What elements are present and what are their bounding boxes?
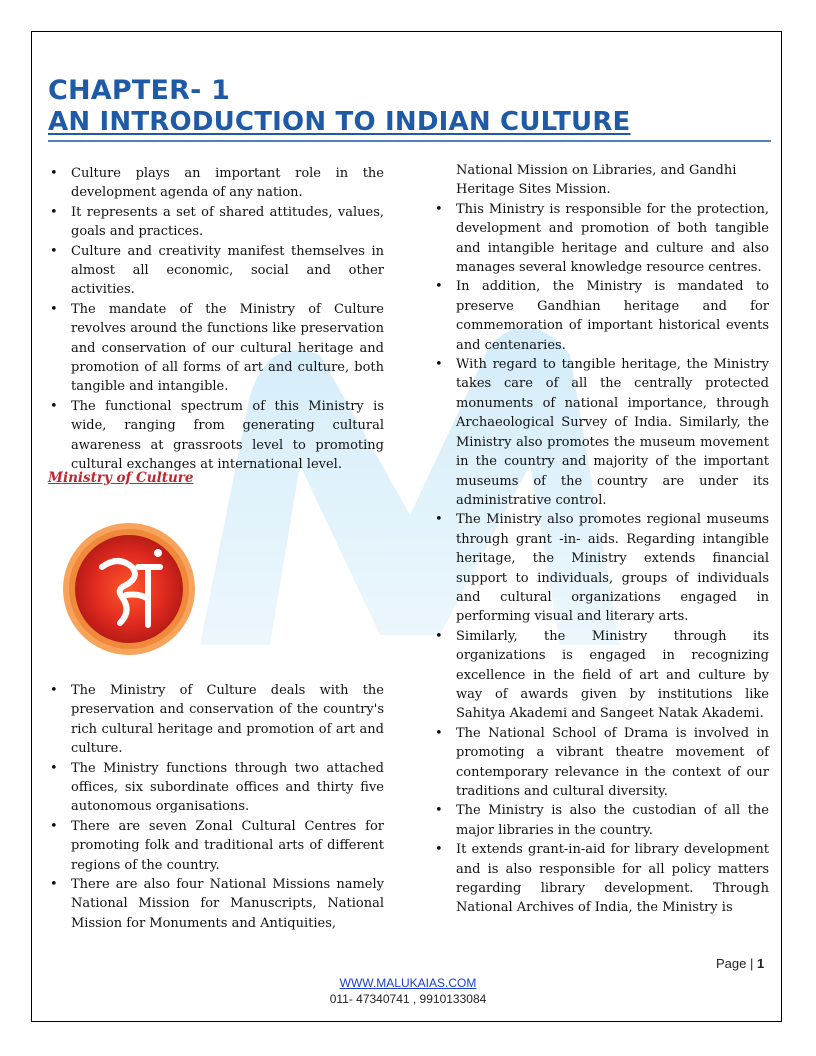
list-item: • It extends grant-in-aid for library development and is also responsible for all policy matters regarding library development. Through National Archives of India, the Ministry is bbox=[433, 840, 769, 918]
ministry-of-culture-logo bbox=[60, 515, 198, 663]
list-item: • There are seven Zonal Cultural Centres for promoting folk and traditional arts of different regions of the country. bbox=[48, 817, 384, 875]
left-column-top bbox=[48, 164, 384, 475]
list-item: • The Ministry is also the custodian of all the major libraries in the country. bbox=[433, 801, 769, 840]
page-label: Page bbox=[716, 956, 747, 971]
page-footer bbox=[0, 975, 816, 1007]
list-item: • This Ministry is responsible for the protection, development and promotion of both tangible and intangible heritage and culture and also manages several knowledge resource centres. bbox=[433, 200, 769, 278]
list-item: • In addition, the Ministry is mandated to preserve Gandhian heritage and for commemoration of important historical events and centenaries. bbox=[433, 277, 769, 355]
list-item: • The mandate of the Ministry of Culture revolves around the functions like preservation and conservation of our cultural heritage and promotion of all forms of art and culture, both tangible and intangible. bbox=[48, 300, 384, 397]
list-item: • It represents a set of shared attitudes, values, goals and practices. bbox=[48, 203, 384, 242]
list-item: • The Ministry functions through two attached offices, six subordinate offices and thirty five autonomous organisations. bbox=[48, 759, 384, 817]
phone-numbers: 011- 47340741 , 9910133084 bbox=[329, 992, 487, 1006]
left-column-bottom bbox=[48, 681, 384, 933]
chapter-title: AN INTRODUCTION TO INDIAN CULTURE bbox=[48, 107, 631, 137]
page-number bbox=[716, 956, 764, 971]
list-item: • There are also four National Missions namely National Mission for Manuscripts, National Mission for Monuments and Antiquities, bbox=[48, 875, 384, 933]
list-item: • With regard to tangible heritage, the Ministry takes care of all the centrally protected monuments of national importance, through Archaeological Survey of India. Similarly, the Ministry also promotes the museum movement in the country and majority of the important museums of the country are under its administrative control. bbox=[433, 355, 769, 510]
title-rule bbox=[48, 140, 771, 142]
list-item: • Culture plays an important role in the development agenda of any nation. bbox=[48, 164, 384, 203]
page-number-value: 1 bbox=[757, 956, 765, 971]
list-item: • The Ministry of Culture deals with the preservation and conservation of the country's rich cultural heritage and promotion of art and culture. bbox=[48, 681, 384, 759]
list-item: • The Ministry also promotes regional museums through grant -in- aids. Regarding intangible heritage, the Ministry extends financial support to individuals, groups of individuals and cultural organizations engaged in performing visual and literary arts. bbox=[433, 510, 769, 626]
page-separator: | bbox=[750, 956, 754, 971]
list-item: • The functional spectrum of this Ministry is wide, ranging from generating cultural awareness at grassroots level to promoting cultural exchanges at international level. bbox=[48, 397, 384, 475]
list-item: • Culture and creativity manifest themselves in almost all economic, social and other activities. bbox=[48, 242, 384, 300]
chapter-heading: CHAPTER- 1 bbox=[48, 75, 231, 106]
ministry-of-culture-heading: Ministry of Culture bbox=[48, 470, 194, 486]
list-item: • Similarly, the Ministry through its organizations is engaged in recognizing excellence in the field of art and culture by way of awards given by institutions like Sahitya Akademi and Sangeet Natak Akademi. bbox=[433, 627, 769, 724]
website-link[interactable]: WWW.MALUKAIAS.COM bbox=[339, 976, 477, 990]
list-item: • The National School of Drama is involved in promoting a vibrant theatre movement of contemporary relevance in the context of our traditions and cultural diversity. bbox=[433, 724, 769, 802]
continued-text: National Mission on Libraries, and Gandhi Heritage Sites Mission. bbox=[456, 163, 737, 198]
right-column bbox=[433, 161, 769, 918]
